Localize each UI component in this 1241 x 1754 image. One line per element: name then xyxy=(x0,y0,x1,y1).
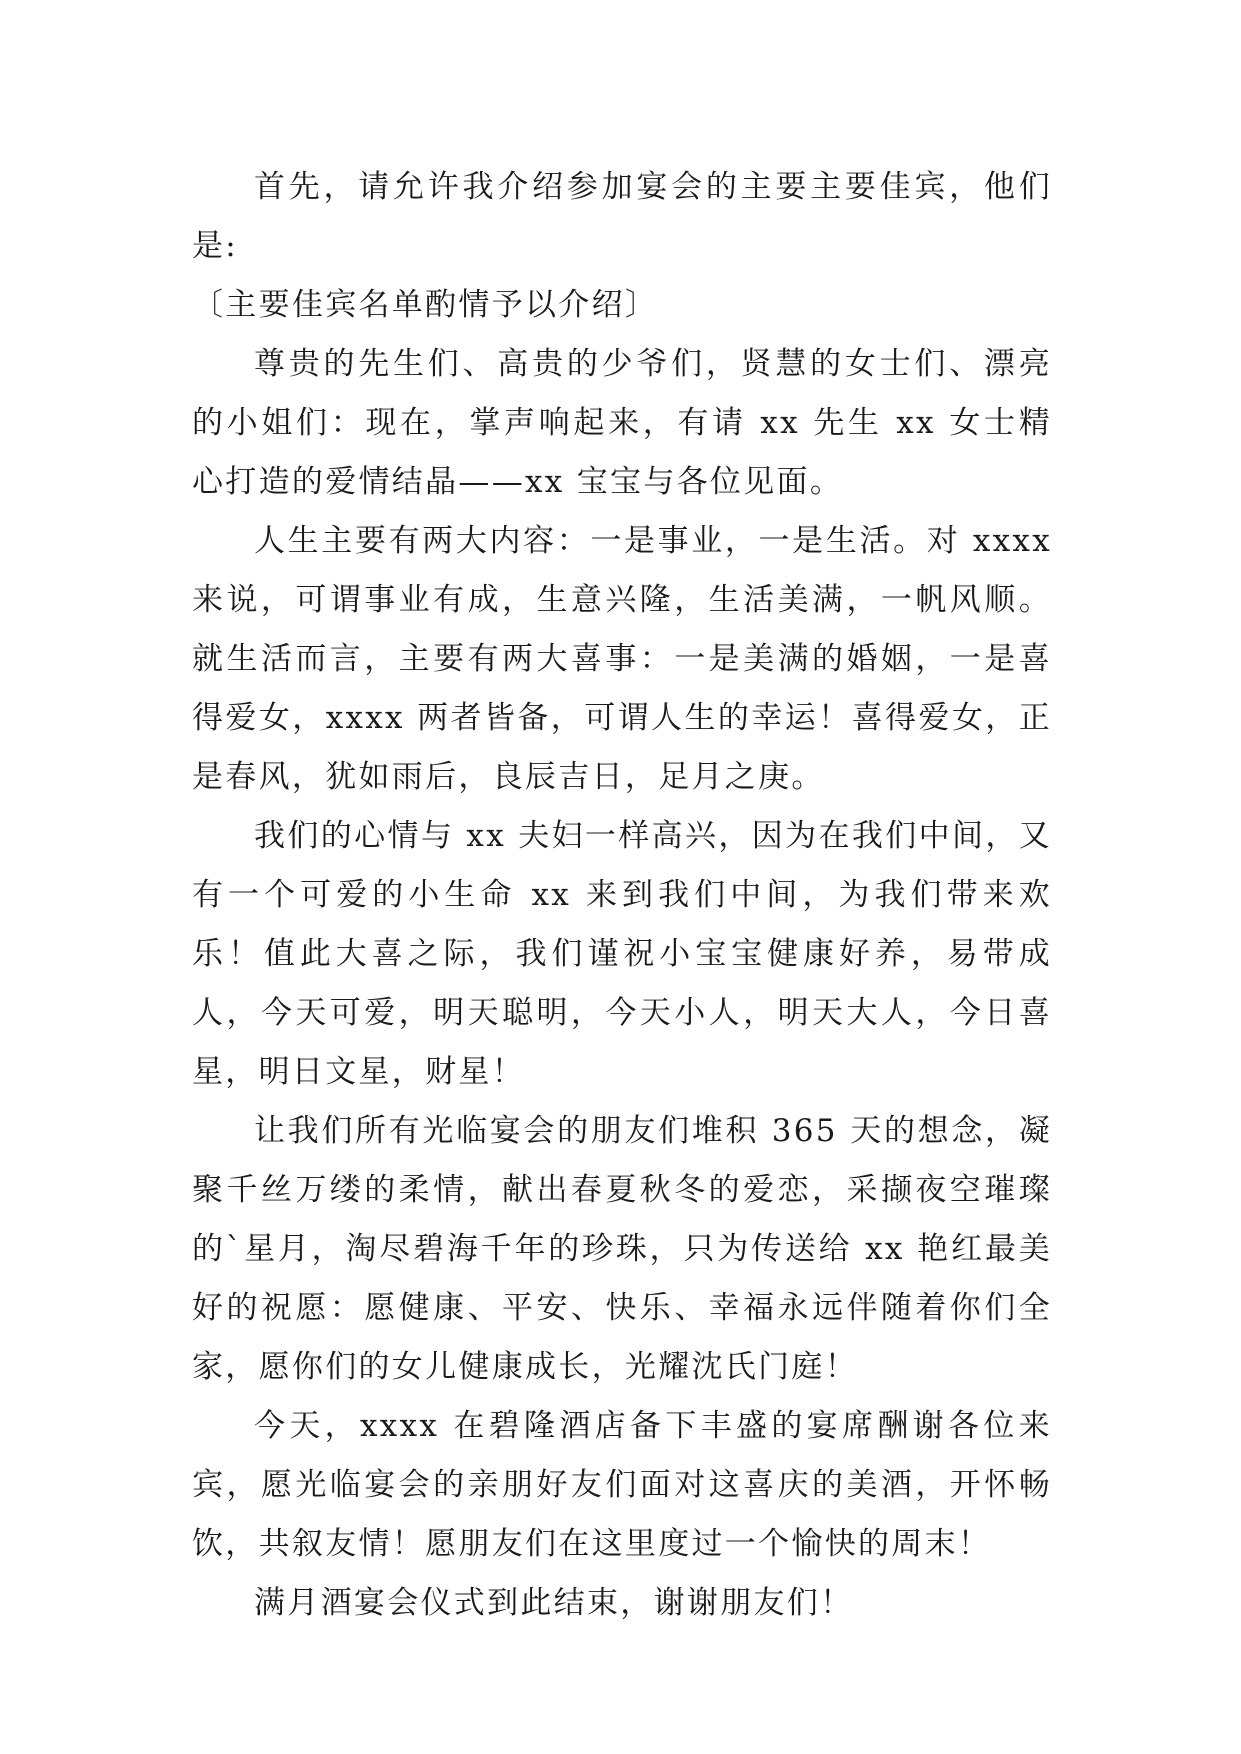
paragraph-closing: 满月酒宴会仪式到此结束，谢谢朋友们！ xyxy=(254,1585,854,1621)
document-body xyxy=(192,158,1052,1633)
paragraph-guest-intro: 首先，请允许我介绍参加宴会的主要主要佳宾，他们是: xyxy=(192,169,1052,264)
paragraph-blessing: 我们的心情与 xx 夫妇一样高兴，因为在我们中间，又有一个可爱的小生命 xx 来到我们中间，为我们带来欢乐！值此大喜之际，我们谨祝小宝宝健康好养，易带成人，今天可爱，明天聪明，今天小人，明天大人，今日喜星，明日文星，财星！ xyxy=(192,818,1052,1090)
paragraph-life: 人生主要有两大内容：一是事业，一是生活。对 xxxx 来说，可谓事业有成，生意兴隆，生活美满，一帆风顺。就生活而言，主要有两大喜事：一是美满的婚姻，一是喜得爱女，xxxx 两者皆备，可谓人生的幸运！喜得爱女，正是春风，犹如雨后，良辰吉日，足月之庚。 xyxy=(192,523,1052,795)
paragraph-wishes: 让我们所有光临宴会的朋友们堆积 365 天的想念，凝聚千丝万缕的柔情，献出春夏秋冬的爱恋，采撷夜空璀璨的`星月，淘尽碧海千年的珍珠，只为传送给 xx 艳红最美好的祝愿：愿健康、平安、快乐、幸福永远伴随着你们全家，愿你们的女儿健康成长，光耀沈氏门庭！ xyxy=(192,1113,1052,1385)
paragraph-greeting: 尊贵的先生们、高贵的少爷们，贤慧的女士们、漂亮的小姐们：现在，掌声响起来，有请 xx 先生 xx 女士精心打造的爱情结晶——xx 宝宝与各位见面。 xyxy=(192,346,1052,500)
paragraph-guest-list-note: 〔主要佳宾名单酌情予以介绍〕 xyxy=(192,287,659,323)
paragraph-banquet: 今天，xxxx 在碧隆酒店备下丰盛的宴席酬谢各位来宾，愿光临宴会的亲朋好友们面对这喜庆的美酒，开怀畅饮，共叙友情！愿朋友们在这里度过一个愉快的周末！ xyxy=(192,1408,1052,1562)
